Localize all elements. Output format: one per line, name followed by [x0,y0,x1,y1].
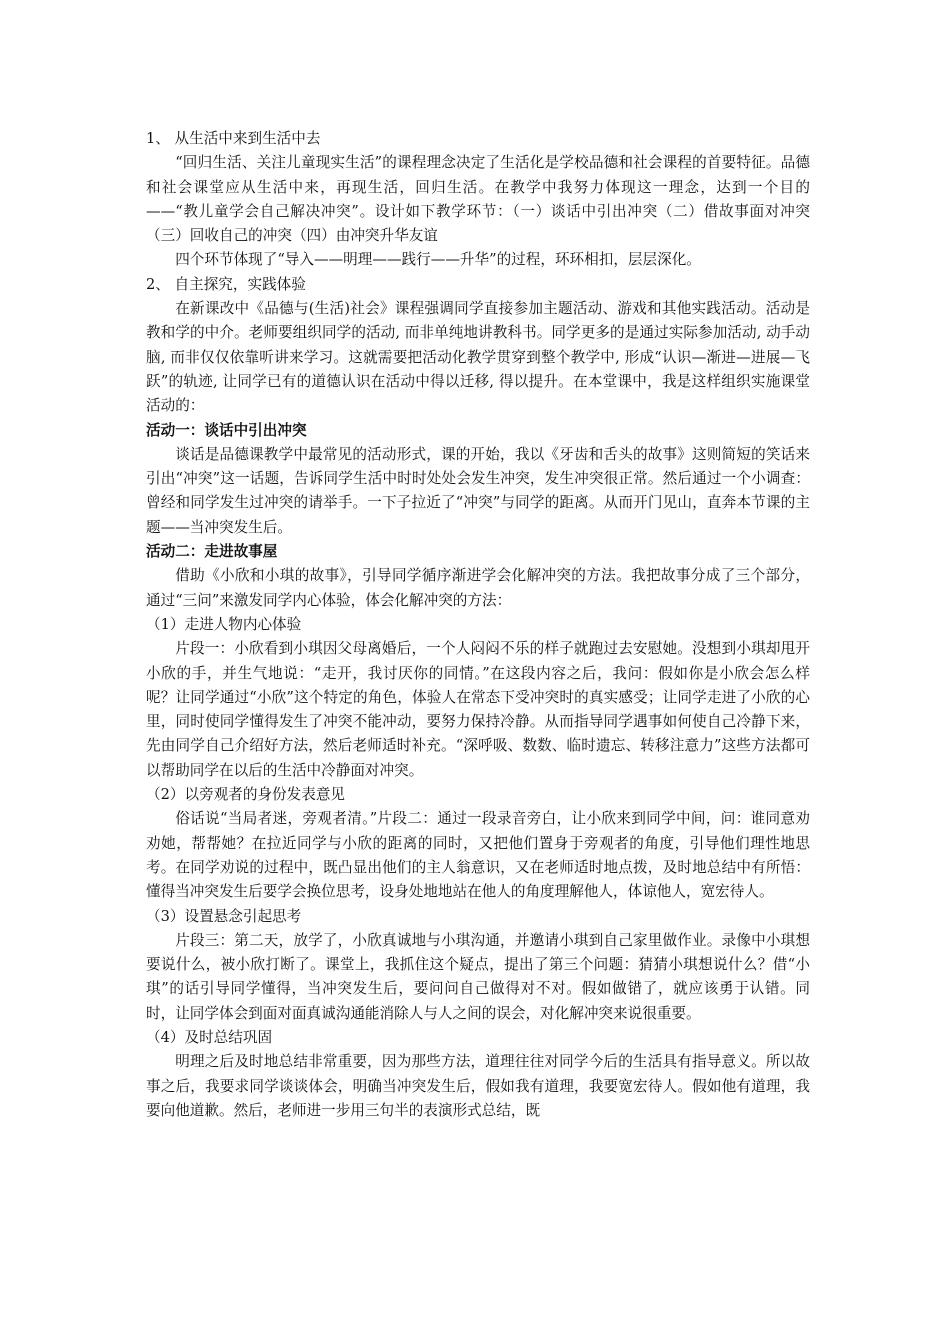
body-paragraph: 俗话说“当局者迷，旁观者清。”片段二：通过一段录音旁白，让小欣来到同学中间，问：谁同意劝劝她，帮帮她？在拉近同学与小欣的距离的同时，又把他们置身于旁观者的角度，引导他们理性地思考。在同学劝说的过程中，既凸显出他们的主人翁意识，又在老师适时地点拨，及时地总结中有所悟：懂得当冲突发生后要学会换位思考，设身处地地站在他人的角度理解他人，体谅他人，宽宏待人。 [146,810,810,901]
section-heading-1: 1、 从生活中来到生活中去 [146,130,321,147]
subheading-2: （2）以旁观者的身份发表意见 [146,786,346,804]
activity-heading-2: 活动二：走进故事屋 [146,543,278,561]
document-body [146,127,810,1123]
section-heading-2: 2、 自主探究，实践体验 [146,275,306,293]
body-paragraph: “回归生活、关注儿童现实生活”的课程理念决定了生活化是学校品德和社会课程的首要特征。品德和社会课堂应从生活中来，再现生活，回归生活。在教学中我努力体现这一理念，达到一个目的——“教儿童学会自己解决冲突”。设计如下教学环节：（一）谈话中引出冲突（二）借故事面对冲突（三）回收自己的冲突（四）由冲突升华友谊 [146,154,810,245]
subheading-4: （4）及时总结巩固 [146,1028,273,1046]
body-paragraph: 明理之后及时地总结非常重要，因为那些方法，道理往往对同学今后的生活具有指导意义。所以故事之后，我要求同学谈谈体会，明确当冲突发生后，假如我有道理，我要宽宏待人。假如他有道理，我要向他道歉。然后，老师进一步用三句半的表演形式总结，既 [146,1053,810,1119]
body-paragraph: 借助《小欣和小琪的故事》，引导同学循序渐进学会化解冲突的方法。我把故事分成了三个部分，通过“三问”来激发同学内心体验，体会化解冲突的方法： [146,567,810,609]
body-paragraph: 谈话是品德课教学中最常见的活动形式，课的开始，我以《牙齿和舌头的故事》这则简短的笑话来引出“冲突”这一话题，告诉同学生活中时时处处会发生冲突，发生冲突很正常。然后通过一个小调查：曾经和同学发生过冲突的请举手。一下子拉近了“冲突”与同学的距离。从而开门见山，直奔本节课的主题——当冲突发生后。 [146,445,810,536]
body-paragraph: 在新课改中《品德与(生活)社会》课程强调同学直接参加主题活动、游戏和其他实践活动。活动是教和学的中介。老师要组织同学的活动, 而非单纯地讲教科书。同学更多的是通过实际参加活动, 动手动脑, 而非仅仅依靠听讲来学习。这就需要把活动化教学贯穿到整个教学中, 形成“认识—渐进—进展—飞跃”的轨迹, 让同学已有的道德认识在活动中得以迁移, 得以提升。在本堂课中，我是这样组织实施课堂活动的： [146,300,810,415]
body-paragraph: 片段三：第二天，放学了，小欣真诚地与小琪沟通，并邀请小琪到自己家里做作业。录像中小琪想要说什么，被小欣打断了。课堂上，我抓住这个疑点，提出了第三个问题：猜猜小琪想说什么？借“小琪”的话引导同学懂得，当冲突发生后，要问问自己做得对不对。假如做错了，就应该勇于认错。同时，让同学体会到面对面真诚沟通能消除人与人之间的误会，对化解冲突来说很重要。 [146,931,810,1022]
subheading-1: （1）走进人物内心体验 [146,615,302,633]
activity-heading-1: 活动一：谈话中引出冲突 [146,421,307,439]
body-paragraph: 四个环节体现了“导入——明理——践行——升华”的过程，环环相扣，层层深化。 [175,251,701,269]
body-paragraph: 片段一：小欣看到小琪因父母离婚后，一个人闷闷不乐的样子就跑过去安慰她。没想到小琪却甩开小欣的手，并生气地说：“走开，我讨厌你的同情。”在这段内容之后，我问：假如你是小欣会怎么样呢？让同学通过“小欣”这个特定的角色，体验人在常态下受冲突时的真实感受；让同学走进了小欣的心里，同时使同学懂得发生了冲突不能冲动，要努力保持冷静。从而指导同学遇事如何使自己冷静下来，先由同学自己介绍好方法，然后老师适时补充。“深呼吸、数数、临时遗忘、转移注意力”这些方法都可以帮助同学在以后的生活中冷静面对冲突。 [146,640,810,779]
subheading-3: （3）设置悬念引起思考 [146,907,302,925]
